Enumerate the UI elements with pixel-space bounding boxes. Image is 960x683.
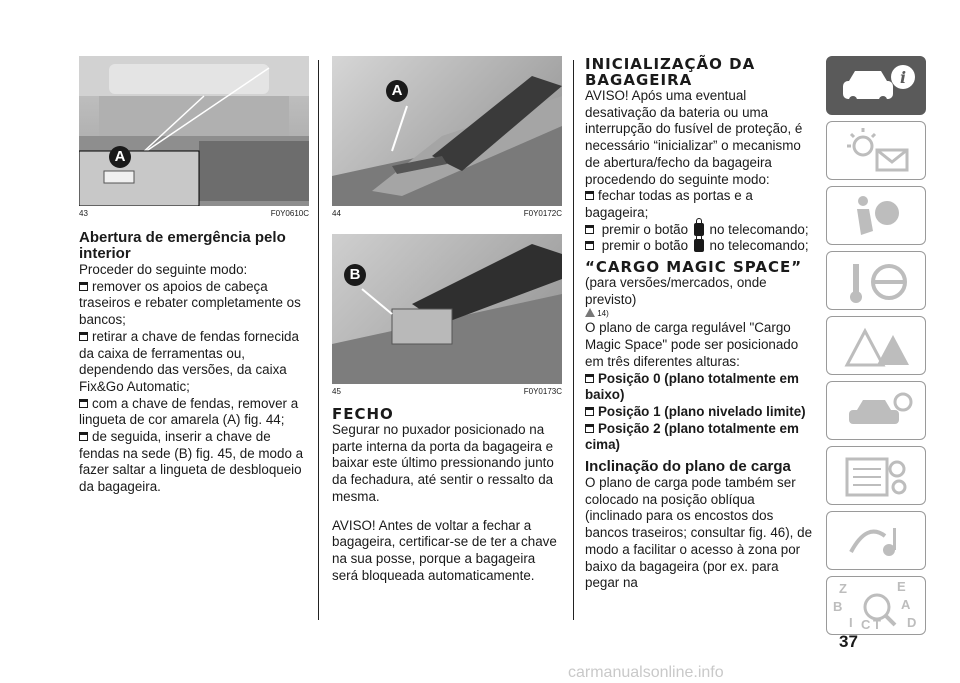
paragraph: Segurar no puxador posicionado na parte interna da porta da bagageira e baixar este último pressionando junto da fechadura, até sentir o ressalto da mesma. bbox=[332, 422, 554, 504]
bullet-item: de seguida, inserir a chave de fendas na sede (B) fig. 45, de modo a fazer saltar a lingueta de desbloqueio da bagageira. bbox=[79, 429, 309, 496]
column-3 bbox=[585, 56, 815, 592]
multimedia-icon bbox=[827, 512, 927, 571]
bullet-item: retirar a chave de fendas fornecida da caixa de ferramentas ou, dependendo das versões, da caixa Fix&Go Automatic; bbox=[79, 329, 309, 396]
tab-multimedia[interactable] bbox=[826, 511, 926, 570]
bullet-item: Posição 1 (plano nivelado limite) bbox=[585, 404, 815, 421]
figure-43 bbox=[79, 56, 309, 206]
index-letter: A bbox=[901, 597, 911, 612]
callout-a: A bbox=[386, 80, 408, 102]
footer-watermark: carmanualsonline.info bbox=[568, 664, 724, 681]
car-info-icon bbox=[827, 57, 927, 116]
figure-number: 43 bbox=[79, 209, 88, 218]
paragraph: Proceder do seguinte modo: bbox=[79, 262, 248, 277]
paragraph: AVISO! Após uma eventual desativação da bateria ou uma interrupção do fusível de proteção, é necessário “inicializar” o mecanismo de abertura/fecho da bagageira procedendo do seguinte modo: bbox=[585, 88, 803, 187]
warning-reference bbox=[585, 308, 815, 320]
figure-code: F0Y0173C bbox=[523, 387, 562, 396]
lock-button-icon bbox=[694, 239, 704, 252]
tab-road-warning[interactable] bbox=[826, 316, 926, 375]
tab-car-info[interactable] bbox=[826, 56, 926, 115]
warning-lights-icon bbox=[827, 122, 927, 181]
warning-number: 14) bbox=[597, 309, 609, 319]
maintenance-icon bbox=[827, 382, 927, 441]
screwdriver-slot-illustration bbox=[332, 234, 562, 384]
paragraph: O plano de carga regulável "Cargo Magic Space" pode ser posicionado em três diferentes alturas: bbox=[585, 320, 799, 369]
page-number: 37 bbox=[839, 632, 858, 651]
section-heading: Abertura de emergência pelo interior bbox=[79, 229, 286, 262]
index-letter: I bbox=[849, 615, 853, 630]
bullet-item bbox=[585, 238, 815, 255]
warning-triangle-icon bbox=[585, 308, 595, 317]
steering-key-icon bbox=[827, 252, 927, 311]
figure-45 bbox=[332, 234, 562, 384]
index-letter: D bbox=[907, 615, 917, 630]
tab-steering-key[interactable] bbox=[826, 251, 926, 310]
chapter-tabs bbox=[826, 56, 926, 641]
paragraph: (para versões/mercados, onde previsto) bbox=[585, 275, 767, 307]
callout-b: B bbox=[344, 264, 366, 286]
bullet-item: com a chave de fendas, remover a lingueta de cor amarela (A) fig. 44; bbox=[79, 396, 309, 429]
bullet-item: Posição 2 (plano totalmente em cima) bbox=[585, 421, 815, 454]
index-letter: B bbox=[833, 599, 843, 614]
road-warning-icon bbox=[827, 317, 927, 376]
index-letter: E bbox=[897, 579, 906, 594]
rear-bumper-illustration bbox=[79, 56, 309, 206]
figure-number: 44 bbox=[332, 209, 341, 218]
bullet-text: no telecomando; bbox=[709, 238, 809, 254]
tab-maintenance[interactable] bbox=[826, 381, 926, 440]
bullet-item: Posição 0 (plano totalmente em baixo) bbox=[585, 371, 815, 404]
figure-45-caption bbox=[332, 387, 562, 396]
column-2 bbox=[332, 56, 562, 584]
section-heading: “CARGO MAGIC SPACE” bbox=[585, 258, 803, 277]
svg-text:i: i bbox=[900, 68, 907, 87]
tab-airbag[interactable] bbox=[826, 186, 926, 245]
technical-data-icon bbox=[827, 447, 927, 506]
column-divider bbox=[318, 60, 319, 620]
paragraph: O plano de carga pode também ser colocado na posição oblíqua (inclinado para os encostos dos bancos traseiros; consultar fig. 46), de modo a facilitar o acesso à zona por baixo da bagageira (por ex. para pegar na bbox=[585, 475, 813, 591]
index-letter: T bbox=[873, 617, 881, 632]
bullet-text: no telecomando; bbox=[709, 221, 809, 237]
index-letter: C bbox=[861, 617, 871, 632]
column-divider bbox=[573, 60, 574, 620]
section-heading: INICIALIZAÇÃO DA BAGAGEIRA bbox=[585, 55, 756, 89]
figure-code: F0Y0610C bbox=[270, 209, 309, 218]
figure-code: F0Y0172C bbox=[523, 209, 562, 218]
bullet-item: remover os apoios de cabeça traseiros e rebater completamente os bancos; bbox=[79, 279, 309, 329]
callout-a: A bbox=[109, 146, 131, 168]
warning-paragraph: AVISO! Antes de voltar a fechar a bagageira, certificar-se de ter a chave na sua posse, porque a bagageira será bloqueada automaticamente. bbox=[332, 517, 557, 583]
tab-warning-lights[interactable] bbox=[826, 121, 926, 180]
figure-44-caption bbox=[332, 209, 562, 218]
figure-44 bbox=[332, 56, 562, 206]
index-letter: Z bbox=[839, 581, 847, 596]
column-1 bbox=[79, 56, 309, 496]
bullet-text: premir o botão bbox=[601, 238, 689, 254]
figure-number: 45 bbox=[332, 387, 341, 396]
bullet-item: fechar todas as portas e a bagageira; bbox=[585, 188, 815, 221]
section-heading: FECHO bbox=[332, 405, 394, 423]
screwdriver-tab-illustration bbox=[332, 56, 562, 206]
figure-43-caption bbox=[79, 209, 309, 218]
tab-technical-data[interactable] bbox=[826, 446, 926, 505]
section-heading: Inclinação do plano de carga bbox=[585, 458, 791, 476]
bullet-text: premir o botão bbox=[601, 221, 689, 237]
airbag-icon bbox=[827, 187, 927, 246]
tab-index[interactable] bbox=[826, 576, 926, 635]
